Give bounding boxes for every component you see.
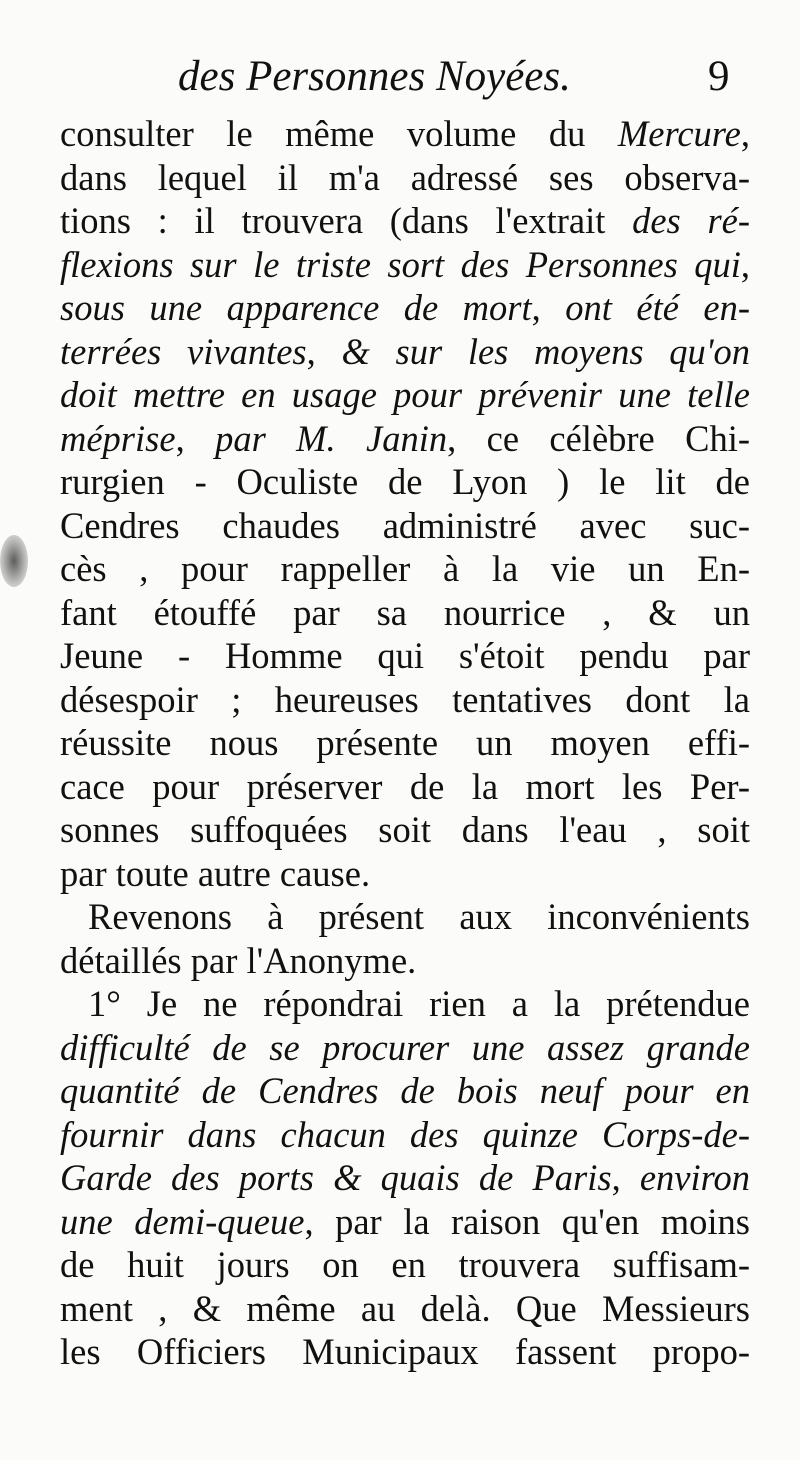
roman-text: tions : il trouvera (dans l'extrait (60, 200, 633, 241)
roman-text: rurgien - Oculiste de Lyon ) le lit de (60, 461, 750, 502)
italic-text: flexions sur le triste sort des Personnes qui (60, 243, 741, 285)
running-head: des Personnes Noyées. (178, 53, 571, 100)
italic-text: sous une apparence de mort (60, 287, 532, 328)
roman-text: Jeune - Homme qui s'étoit pendu par (60, 635, 750, 676)
text-line (60, 721, 750, 765)
text-line (60, 417, 750, 461)
text-line (60, 504, 750, 548)
text-line (60, 243, 750, 287)
italic-text: Mercure (617, 113, 741, 154)
roman-text: de huit jours on en trouvera suffisam- (60, 1244, 750, 1285)
text-line (60, 156, 750, 200)
italic-text: quantité de Cendres de bois neuf pour en (60, 1070, 750, 1111)
roman-text: , (175, 417, 216, 459)
roman-text: cès , pour rappeller à la vie un En- (60, 548, 750, 589)
italic-text: fournir dans chacun des quinze Corps-de- (60, 1113, 750, 1155)
text-line (60, 982, 750, 1026)
text-line (60, 286, 750, 330)
text-line (60, 460, 750, 504)
text-line (60, 112, 750, 156)
italic-text: terrées vivantes (60, 330, 307, 372)
roman-text: , (740, 243, 750, 285)
roman-text: , par la raison qu'en moins (304, 1200, 750, 1242)
text-line (60, 1113, 750, 1157)
roman-text: , (740, 113, 750, 154)
roman-text: sonnes suffoquées soit dans l'eau , soit (60, 809, 750, 850)
text-line (60, 199, 750, 243)
text-line (60, 852, 750, 896)
text-line (60, 1287, 750, 1331)
roman-text: ment , & même au delà. Que Messieurs (60, 1287, 750, 1329)
roman-text: , (531, 287, 566, 328)
roman-text: Revenons à présent aux inconvénients (88, 896, 750, 937)
text-line (60, 808, 750, 852)
text-line (60, 895, 750, 939)
roman-text: fant étouffé par sa nourrice , & un (60, 591, 750, 633)
text-line (60, 1200, 750, 1244)
roman-text: , ce célèbre Chi- (447, 417, 751, 459)
roman-text: dans lequel il m'a adressé ses observa- (60, 156, 750, 198)
roman-text: consulter le même volume du (60, 113, 618, 154)
text-line (60, 547, 750, 591)
text-line (60, 939, 750, 983)
italic-text: méprise (60, 417, 176, 459)
text-line (60, 373, 750, 417)
text-line (60, 1330, 750, 1374)
italic-text: & sur les moyens qu'on (341, 330, 751, 372)
text-line (60, 1026, 750, 1070)
roman-text: 1° Je ne répondrai rien a la prétendue (88, 983, 750, 1024)
text-line (60, 1069, 750, 1113)
roman-text: réussite nous présente un moyen effi- (60, 722, 750, 763)
roman-text: les Officiers Municipaux fassent propo- (60, 1331, 750, 1372)
roman-text: cace pour préserver de la mort les Per- (60, 765, 750, 807)
text-line (60, 765, 750, 809)
roman-text: , (611, 1157, 640, 1198)
italic-text: difficulté de se procurer une assez grande (60, 1026, 750, 1068)
roman-text: par toute autre cause. (60, 852, 371, 894)
text-line (60, 330, 750, 374)
roman-text: détaillés par l'Anonyme. (60, 939, 417, 981)
body-text (60, 112, 750, 1374)
page-number: 9 (708, 53, 730, 100)
text-line (60, 634, 750, 678)
roman-text: Cendres chaudes administré avec suc- (60, 504, 750, 546)
italic-text: ont été en- (565, 287, 750, 328)
italic-text: environ (639, 1157, 750, 1198)
text-line (60, 1243, 750, 1287)
text-line (60, 678, 750, 722)
italic-text: par M. Janin (215, 417, 448, 459)
italic-text: doit mettre en usage pour prévenir une telle (60, 374, 750, 415)
italic-text: une demi-queue (60, 1200, 305, 1242)
roman-text: , (306, 330, 342, 372)
text-line (60, 591, 750, 635)
page-header (0, 42, 800, 112)
text-line (60, 1156, 750, 1200)
italic-text: des ré- (632, 200, 751, 241)
roman-text: désespoir ; heureuses tentatives dont la (60, 678, 750, 720)
italic-text: Garde des ports & quais de Paris (60, 1157, 612, 1198)
ink-smudge (0, 535, 28, 587)
